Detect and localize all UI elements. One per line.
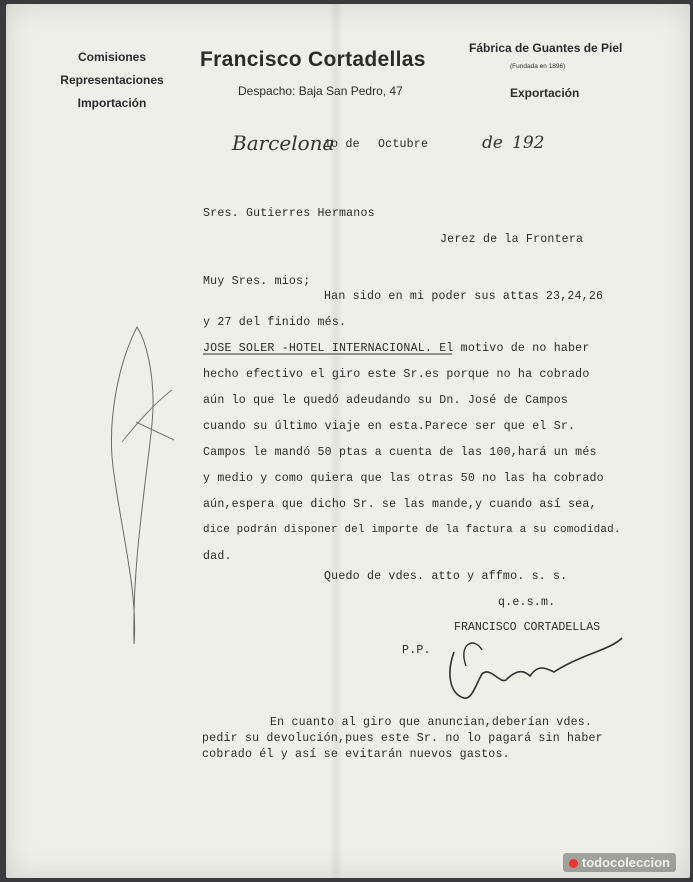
body-line: aún,espera que dicho Sr. se las mande,y cuando así sea, xyxy=(203,498,597,511)
body-line: y 27 del finido més. xyxy=(203,316,347,329)
body-line: hecho efectivo el giro este Sr.es porque no ha cobrado xyxy=(203,368,590,381)
signature-stamp: FRANCISCO CORTADELLAS xyxy=(454,621,601,634)
company-name: Francisco Cortadellas xyxy=(200,48,426,71)
body-line: Han sido en mi poder sus attas 23,24,26 xyxy=(324,290,604,303)
body-line-subject: JOSE SOLER -HOTEL INTERNACIONAL. El motivo de no haber xyxy=(203,342,590,355)
postscript-line: En cuanto al giro que anuncian,deberían vdes. xyxy=(270,716,593,729)
letter-paper xyxy=(6,4,690,878)
closing-abbrev: q.e.s.m. xyxy=(498,596,556,609)
closing: Quedo de vdes. atto y affmo. s. s. xyxy=(324,570,568,583)
recipient-line: Sres. Gutierres Hermanos xyxy=(203,207,375,220)
margin-pencil-mark xyxy=(111,327,153,644)
dateline-city: Barcelona xyxy=(232,131,335,155)
postscript-line: cobrado él y así se evitarán nuevos gastos. xyxy=(202,748,510,761)
dateline-day: 1o de xyxy=(324,138,360,151)
body-line: y medio y como quiera que las otras 50 no las ha cobrado xyxy=(203,472,604,485)
body-line: Campos le mandó 50 ptas a cuenta de las 100,hará un més xyxy=(203,446,597,459)
dateline-de: de xyxy=(482,133,503,153)
signature-loop xyxy=(464,643,482,666)
watermark-text: todocoleccion xyxy=(581,855,670,870)
letterhead-right-founded: (Fundada en 1896) xyxy=(510,63,566,70)
handwritten-marks xyxy=(6,4,690,878)
margin-pencil-stroke xyxy=(136,422,174,440)
signature-flourish xyxy=(450,638,622,698)
letterhead-right-title: Fábrica de Guantes de Piel xyxy=(469,41,623,55)
letterhead-left-line: Representaciones xyxy=(60,73,164,87)
letterhead-left-line: Importación xyxy=(77,96,147,110)
dateline-year: 192 xyxy=(512,133,545,153)
margin-pencil-stroke xyxy=(122,390,172,442)
body-line: dice podrán disponer del importe de la factura a su comodidad. xyxy=(203,524,621,536)
letterhead-left-line: Comisiones xyxy=(77,50,146,64)
body-line: aún lo que le quedó adeudando su Dn. José de Campos xyxy=(203,394,569,407)
body-line: cuando su último viaje en esta.Parece ser que el Sr. xyxy=(203,420,576,433)
company-address: Despacho: Baja San Pedro, 47 xyxy=(238,84,403,98)
dateline-month: Octubre xyxy=(378,138,429,151)
postscript-line: pedir su devolución,pues este Sr. no lo pagará sin haber xyxy=(202,732,603,745)
watermark-logo-icon xyxy=(569,859,578,868)
letterhead-right-sub: Exportación xyxy=(510,86,580,100)
watermark xyxy=(563,853,676,872)
body-line: dad. xyxy=(203,550,232,563)
recipient-city: Jerez de la Frontera xyxy=(440,233,584,246)
pp-label: P.P. xyxy=(402,644,431,657)
salutation: Muy Sres. mios; xyxy=(203,275,311,288)
